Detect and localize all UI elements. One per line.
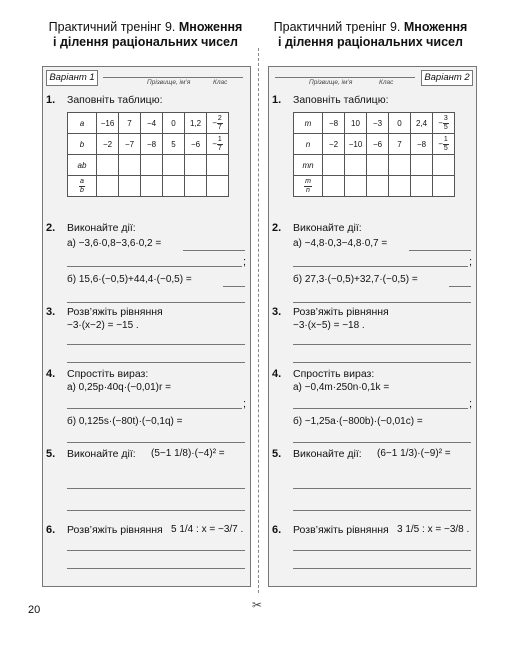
answer-line[interactable] — [293, 550, 471, 551]
answer-cell[interactable] — [389, 176, 411, 197]
equation: −3·(x−5) = −18 . — [293, 320, 365, 331]
row-label: $\frac{a}{b}$ — [68, 176, 97, 197]
subtask-b: б) −1,25a·(−800b)·(−0,01c) = — [293, 416, 423, 427]
expression: (5−1 1/8)·(−4)² = — [151, 448, 225, 459]
subtask-a: а) −0,4m·250n·0,1k = — [293, 382, 390, 393]
answer-line[interactable] — [67, 510, 245, 511]
title-main-line2: і ділення раціональних чисел — [53, 35, 238, 49]
table-cell: − $\frac{2}{7}$ — [207, 113, 229, 134]
answer-line[interactable] — [449, 286, 471, 287]
row-label: b — [68, 134, 97, 155]
table-cell: −2 — [323, 134, 345, 155]
table-cell: − $\frac{1}{5}$ — [433, 134, 455, 155]
answer-line[interactable] — [293, 344, 471, 345]
answer-cell[interactable] — [207, 176, 229, 197]
class-caption: Клас — [379, 79, 394, 86]
variant-badge: Варіант 1 — [46, 70, 98, 86]
subtask-b: б) 0,125s·(−80t)·(−0,1q) = — [67, 416, 183, 427]
row-label: m — [294, 113, 323, 134]
table-cell: −10 — [345, 134, 367, 155]
task-text: Виконайте дії: — [67, 448, 136, 460]
answer-line[interactable] — [293, 266, 468, 267]
class-caption: Клас — [213, 79, 228, 86]
answer-line[interactable] — [67, 408, 242, 409]
name-field[interactable] — [275, 77, 415, 78]
semicolon: ; — [469, 256, 473, 268]
answer-line[interactable] — [67, 302, 245, 303]
fill-table — [67, 112, 229, 197]
answer-cell[interactable] — [345, 155, 367, 176]
task-text: Розв’яжіть рівняння — [67, 306, 163, 318]
answer-line[interactable] — [409, 250, 471, 251]
task-number: 5. — [46, 448, 56, 460]
task-number: 3. — [272, 306, 282, 318]
title-main-line2: і ділення раціональних чисел — [278, 35, 463, 49]
answer-cell[interactable] — [185, 155, 207, 176]
row-label: $\frac{m}{n}$ — [294, 176, 323, 197]
answer-cell[interactable] — [97, 155, 119, 176]
expression: 3 1/5 : x = −3/8 . — [397, 524, 470, 535]
name-caption: Прізвище, ім’я — [147, 79, 191, 86]
task-number: 1. — [272, 94, 282, 106]
table-cell: −3 — [367, 113, 389, 134]
answer-line[interactable] — [293, 510, 471, 511]
table-row — [68, 155, 229, 176]
student-header — [42, 66, 251, 90]
answer-cell[interactable] — [367, 155, 389, 176]
name-caption: Прізвище, ім’я — [309, 79, 353, 86]
answer-line[interactable] — [293, 568, 471, 569]
task-text: Розв’яжіть рівняння — [293, 306, 389, 318]
row-label: ab — [68, 155, 97, 176]
subtask-a: а) 0,25p·40q·(−0,01)r = — [67, 382, 171, 393]
expression: 5 1/4 : x = −3/7 . — [171, 524, 244, 535]
table-row — [294, 134, 455, 155]
tasks-panel — [42, 88, 251, 587]
task-number: 4. — [272, 368, 282, 380]
fill-table — [293, 112, 455, 197]
answer-line[interactable] — [67, 344, 245, 345]
table-row — [68, 134, 229, 155]
answer-cell[interactable] — [119, 176, 141, 197]
subtask-b: б) 27,3·(−0,5)+32,7·(−0,5) = — [293, 274, 418, 285]
answer-cell[interactable] — [367, 176, 389, 197]
semicolon: ; — [243, 256, 247, 268]
task-text: Спростіть вираз: — [293, 368, 375, 380]
answer-line[interactable] — [67, 488, 245, 489]
answer-cell[interactable] — [141, 155, 163, 176]
table-cell: 0 — [163, 113, 185, 134]
equation: −3·(x−2) = −15 . — [67, 320, 139, 331]
task-text: Виконайте дії: — [293, 448, 362, 460]
table-cell: 2,4 — [411, 113, 433, 134]
table-cell: −6 — [185, 134, 207, 155]
answer-line[interactable] — [293, 362, 471, 363]
task-number: 2. — [46, 222, 56, 234]
answer-cell[interactable] — [141, 176, 163, 197]
task-text: Спростіть вираз: — [67, 368, 149, 380]
task-number: 1. — [46, 94, 56, 106]
answer-cell[interactable] — [345, 176, 367, 197]
scissors-icon: ✂ — [252, 598, 263, 612]
row-label: a — [68, 113, 97, 134]
table-cell: −8 — [141, 134, 163, 155]
table-row — [294, 155, 455, 176]
answer-cell[interactable] — [433, 176, 455, 197]
page-number: 20 — [28, 604, 41, 616]
table-row — [68, 176, 229, 197]
task-text: Заповніть таблицю: — [67, 94, 163, 106]
task-number: 6. — [46, 524, 56, 536]
student-header — [268, 66, 477, 90]
table-cell: 5 — [163, 134, 185, 155]
tasks-panel — [268, 88, 477, 587]
answer-line[interactable] — [293, 442, 471, 443]
task-number: 4. — [46, 368, 56, 380]
answer-line[interactable] — [67, 550, 245, 551]
answer-cell[interactable] — [323, 155, 345, 176]
semicolon: ; — [469, 398, 473, 410]
answer-cell[interactable] — [323, 176, 345, 197]
answer-cell[interactable] — [163, 176, 185, 197]
answer-line[interactable] — [67, 362, 245, 363]
name-field[interactable] — [103, 77, 243, 78]
title-main: Множення — [403, 20, 468, 34]
task-text: Виконайте дії: — [67, 222, 136, 234]
table-cell: − $\frac{3}{5}$ — [433, 113, 455, 134]
task-text: Розв’яжіть рівняння — [293, 524, 389, 536]
task-text: Заповніть таблицю: — [293, 94, 389, 106]
table-cell: −8 — [323, 113, 345, 134]
subtask-b: б) 15,6·(−0,5)+44,4·(−0,5) = — [67, 274, 192, 285]
table-row — [294, 176, 455, 197]
table-cell: 1,2 — [185, 113, 207, 134]
answer-cell[interactable] — [389, 155, 411, 176]
answer-cell[interactable] — [97, 176, 119, 197]
table-cell: 0 — [389, 113, 411, 134]
table-cell: − $\frac{1}{7}$ — [207, 134, 229, 155]
answer-line[interactable] — [67, 568, 245, 569]
title-prefix: Практичний тренінг 9. — [48, 20, 176, 34]
table-cell: −4 — [141, 113, 163, 134]
answer-line[interactable] — [67, 442, 245, 443]
variant-badge: Варіант 2 — [421, 70, 473, 86]
table-cell: 7 — [119, 113, 141, 134]
task-text: Розв’яжіть рівняння — [67, 524, 163, 536]
cut-line — [258, 48, 259, 593]
answer-cell[interactable] — [207, 155, 229, 176]
answer-cell[interactable] — [411, 155, 433, 176]
answer-line[interactable] — [293, 408, 468, 409]
answer-line[interactable] — [223, 286, 245, 287]
table-cell: −2 — [97, 134, 119, 155]
table-row — [68, 113, 229, 134]
expression: (6−1 1/3)·(−9)² = — [377, 448, 451, 459]
answer-cell[interactable] — [411, 176, 433, 197]
answer-line[interactable] — [293, 488, 471, 489]
subtask-a: а) −4,8·0,3−4,8·0,7 = — [293, 238, 388, 249]
row-label: mn — [294, 155, 323, 176]
title-main: Множення — [178, 20, 243, 34]
table-cell: −7 — [119, 134, 141, 155]
answer-cell[interactable] — [433, 155, 455, 176]
task-number: 2. — [272, 222, 282, 234]
semicolon: ; — [243, 398, 247, 410]
task-text: Виконайте дії: — [293, 222, 362, 234]
answer-cell[interactable] — [163, 155, 185, 176]
worksheet-title — [264, 20, 477, 50]
task-number: 5. — [272, 448, 282, 460]
table-cell: −16 — [97, 113, 119, 134]
task-number: 6. — [272, 524, 282, 536]
title-prefix: Практичний тренінг 9. — [273, 20, 401, 34]
answer-cell[interactable] — [185, 176, 207, 197]
row-label: n — [294, 134, 323, 155]
table-cell: 7 — [389, 134, 411, 155]
table-row — [294, 113, 455, 134]
answer-line[interactable] — [293, 302, 471, 303]
answer-cell[interactable] — [119, 155, 141, 176]
table-cell: 10 — [345, 113, 367, 134]
subtask-a: а) −3,6·0,8−3,6·0,2 = — [67, 238, 162, 249]
table-cell: −6 — [367, 134, 389, 155]
answer-line[interactable] — [67, 266, 242, 267]
worksheet-title — [38, 20, 253, 50]
task-number: 3. — [46, 306, 56, 318]
table-cell: −8 — [411, 134, 433, 155]
answer-line[interactable] — [183, 250, 245, 251]
